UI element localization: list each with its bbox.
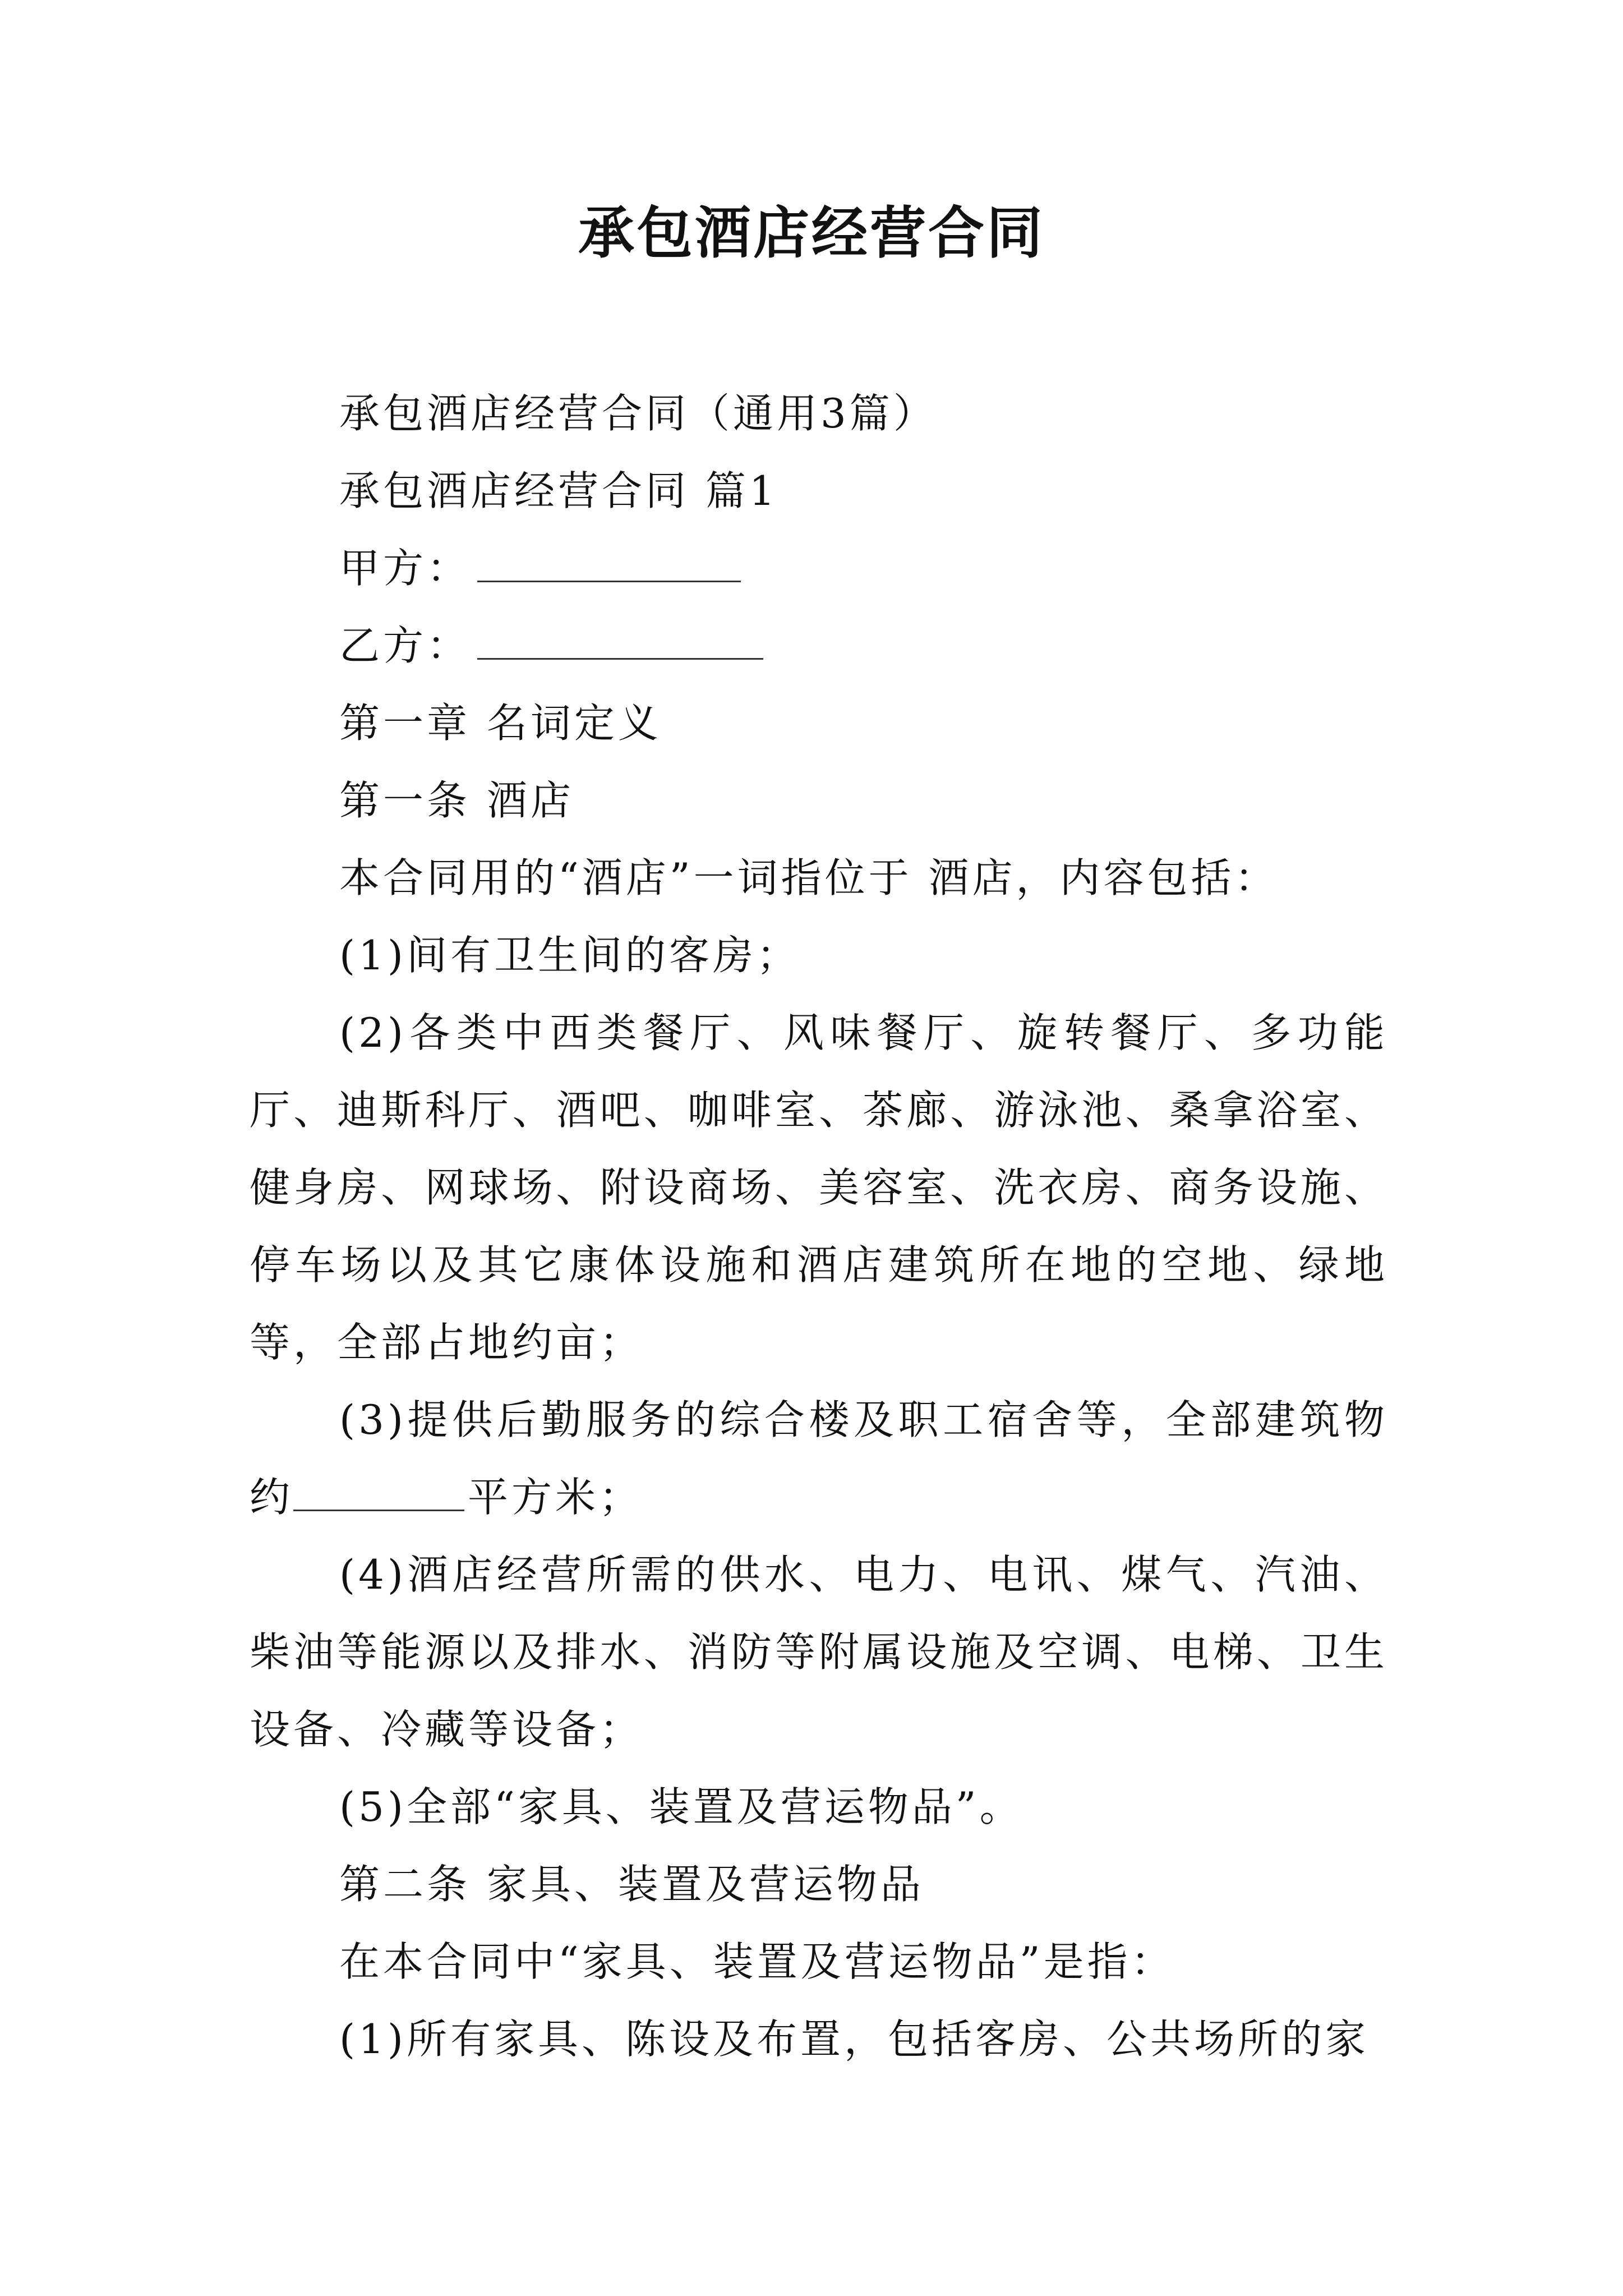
paragraph: 本合同用的“酒店”一词指位于 酒店，内容包括： xyxy=(339,854,1279,901)
list-item: (2)各类中西类餐厅、风味餐厅、旋转餐厅、多功能厅、迪斯科厅、酒吧、咖啡室、茶廊、游泳池、桑拿浴室、健身房、网球场、附设商场、美容室、洗衣房、商务设施、停车场以及其它康体设施和酒店建筑所在地的空地、绿地等，全部占地约亩； xyxy=(250,1009,1388,1366)
area-blank xyxy=(293,1476,464,1511)
party-b-blank xyxy=(477,624,763,660)
paragraph-part-title: 承包酒店经营合同 篇1 xyxy=(339,467,778,514)
party-a-label: 甲方： xyxy=(339,545,471,592)
party-b-line xyxy=(250,607,1388,684)
article-heading: 第一条 酒店 xyxy=(339,777,574,824)
chapter-heading: 第一章 名词定义 xyxy=(339,700,662,747)
party-a-line xyxy=(250,530,1388,607)
document-body xyxy=(250,375,1388,2078)
party-a-blank xyxy=(477,547,741,582)
paragraph: 在本合同中“家具、装置及营运物品”是指： xyxy=(339,1938,1175,1985)
document-title: 承包酒店经营合同 xyxy=(578,200,1045,266)
list-item: (5)全部“家具、装置及营运物品”。 xyxy=(339,1783,1023,1830)
list-item xyxy=(250,1381,1388,1536)
paragraph-heading: 承包酒店经营合同（通用3篇） xyxy=(339,390,937,437)
list-item-text: (3)提供后勤服务的综合楼及职工宿舍等，全部建筑物约 xyxy=(250,1396,1388,1521)
list-item-text: 平方米； xyxy=(468,1474,643,1521)
list-item: (4)酒店经营所需的供水、电力、电讯、煤气、汽油、柴油等能源以及排水、消防等附属设施及空调、电梯、卫生设备、冷藏等设备； xyxy=(250,1551,1388,1753)
party-b-label: 乙方： xyxy=(339,622,471,669)
list-item: (1)所有家具、陈设及布置，包括客房、公共场所的家 xyxy=(339,2016,1369,2063)
list-item: (1)间有卫生间的客房； xyxy=(339,932,800,979)
article-heading: 第二条 家具、装置及营运物品 xyxy=(339,1861,924,1908)
